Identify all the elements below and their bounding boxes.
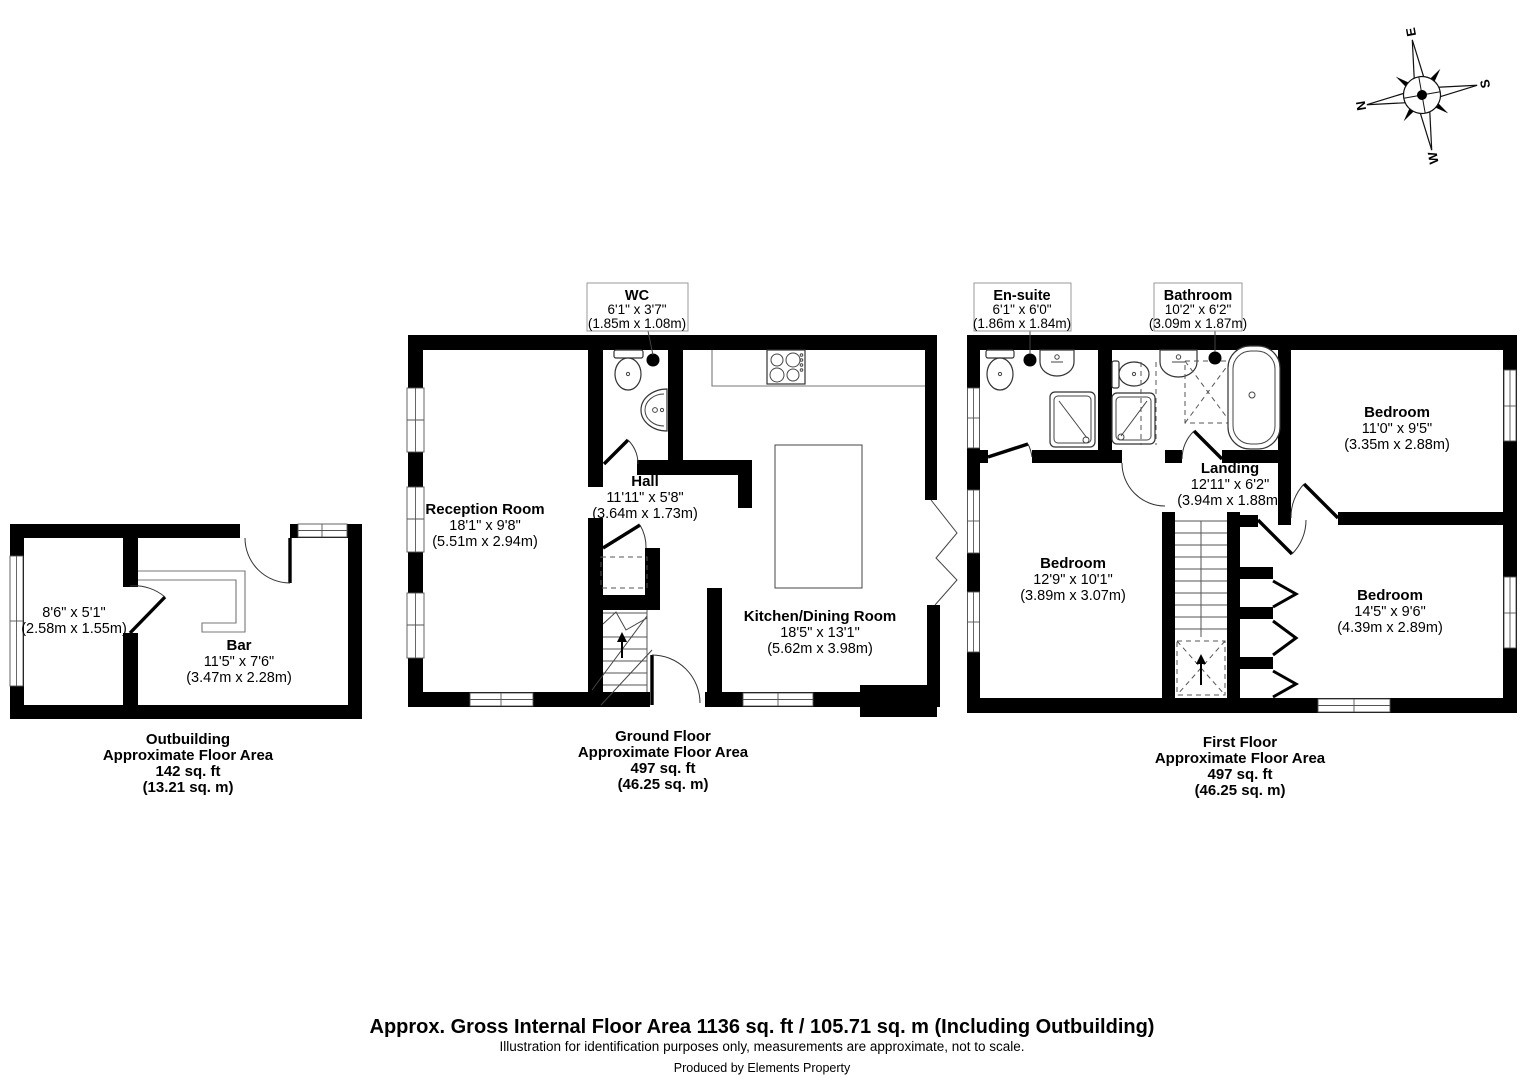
room-dimensions: (5.51m x 2.94m): [432, 534, 538, 550]
svg-text:10'2" x 6'2": 10'2" x 6'2": [1164, 302, 1232, 317]
outbuilding-floor-area-label: [103, 731, 274, 796]
svg-text:6'1" x 6'0": 6'1" x 6'0": [992, 302, 1052, 317]
svg-text:(46.25 sq. m): (46.25 sq. m): [1194, 782, 1286, 799]
svg-text:En-suite: En-suite: [993, 288, 1051, 304]
door-arc: [603, 525, 646, 548]
door-arc: [988, 444, 1032, 457]
room-dimensions: (3.35m x 2.88m): [1344, 437, 1450, 453]
toilet-icon: [614, 350, 643, 390]
toilet-icon: [986, 350, 1014, 390]
svg-text:Ground Floor: Ground Floor: [615, 728, 711, 745]
kitchen-counter: [712, 350, 925, 386]
svg-text:First Floor: First Floor: [1202, 734, 1278, 751]
svg-text:(46.25 sq. m): (46.25 sq. m): [617, 776, 709, 793]
toilet-icon: [1112, 361, 1149, 388]
room-dimensions: 8'6" x 5'1": [42, 605, 106, 621]
room-dimensions: 14'5" x 9'6": [1354, 604, 1426, 620]
svg-text:(1.85m x 1.08m): (1.85m x 1.08m): [587, 316, 687, 331]
svg-text:497 sq. ft: 497 sq. ft: [630, 760, 696, 777]
room-label: Landing: [1200, 460, 1260, 477]
svg-text:(3.09m x 1.87m): (3.09m x 1.87m): [1148, 316, 1248, 331]
front-door-arc: [650, 655, 705, 707]
compass-east-label: E: [1402, 26, 1420, 38]
room-label: Bedroom: [1040, 555, 1106, 572]
producer-text: Produced by Elements Property: [673, 1061, 851, 1075]
window: [470, 693, 533, 706]
first-floor-plan: [967, 283, 1517, 799]
room-dimensions: (3.94m x 1.88m): [1177, 493, 1283, 509]
hob-icon: [767, 350, 805, 384]
window: [968, 592, 980, 652]
svg-text:Approximate Floor Area: Approximate Floor Area: [1154, 750, 1326, 767]
room-label: Hall: [631, 473, 659, 490]
svg-text:6'1" x 3'7": 6'1" x 3'7": [607, 302, 667, 317]
room-dimensions: (2.58m x 1.55m): [21, 621, 127, 637]
compass-south-label: S: [1476, 78, 1494, 90]
disclaimer-text: Illustration for identification purposes only, measurements are approximate, not to scale.: [499, 1039, 1025, 1054]
room-dimensions: 11'5" x 7'6": [203, 654, 275, 670]
gross-area-title: Approx. Gross Internal Floor Area 1136 sq. ft / 105.71 sq. m (Including Outbuilding): [369, 1016, 1155, 1038]
window: [407, 593, 424, 658]
svg-text:Approximate Floor Area: Approximate Floor Area: [577, 744, 749, 761]
room-dimensions: 11'0" x 9'5": [1361, 421, 1433, 437]
wall-break-zigzag: [931, 500, 957, 605]
cupboard-dashed: [601, 557, 647, 588]
outbuilding-plan: [10, 524, 362, 796]
svg-text:142 sq. ft: 142 sq. ft: [155, 763, 221, 780]
door-arc: [130, 586, 165, 633]
ensuite-callout: [973, 283, 1071, 331]
room-dimensions: (3.89m x 3.07m): [1020, 588, 1126, 604]
page-footer: [370, 1016, 1155, 1075]
window: [968, 490, 980, 553]
bathroom-callout: [1149, 283, 1247, 331]
window: [407, 388, 424, 452]
room-dimensions: (3.64m x 1.73m): [592, 506, 698, 522]
sink-icon: [1160, 350, 1197, 377]
door-arc: [604, 440, 638, 464]
window: [968, 388, 980, 448]
wc-callout: [587, 283, 688, 331]
room-label: Bar: [226, 637, 252, 654]
door-arc: [1122, 463, 1165, 506]
room-label: Kitchen/Dining Room: [743, 608, 897, 625]
room-dimensions: (5.62m x 3.98m): [767, 641, 873, 657]
window: [743, 693, 813, 706]
svg-text:Bathroom: Bathroom: [1163, 288, 1233, 304]
compass-west-label: W: [1424, 150, 1442, 166]
window: [1504, 577, 1516, 648]
first-floor-area-label: [1155, 734, 1326, 799]
callout-leader-dot: [1024, 354, 1037, 367]
window: [298, 524, 347, 537]
compass-north-label: N: [1352, 99, 1370, 112]
sink-icon: [641, 389, 667, 431]
svg-text:Approximate Floor Area: Approximate Floor Area: [102, 747, 274, 764]
svg-text:WC: WC: [624, 288, 650, 304]
window: [1318, 699, 1390, 712]
room-label: Bedroom: [1357, 587, 1423, 604]
door-arc: [1182, 431, 1222, 459]
callout-leader-dot: [647, 354, 660, 367]
room-label: Reception Room: [425, 501, 545, 518]
door-arc: [1258, 520, 1306, 554]
sink-icon: [1040, 350, 1074, 376]
room-label: Bedroom: [1364, 404, 1430, 421]
ground-floor-plan: [407, 283, 957, 793]
room-dimensions: 12'11" x 6'2": [1190, 477, 1270, 493]
room-dimensions: 11'11" x 5'8": [606, 490, 684, 506]
stairs-icon: [1175, 521, 1227, 695]
room-dimensions: 18'5" x 13'1": [780, 625, 860, 641]
window: [1504, 370, 1516, 441]
ground-floor-area-label: [578, 728, 749, 793]
svg-text:497 sq. ft: 497 sq. ft: [1207, 766, 1273, 783]
bathtub-icon: [1228, 346, 1280, 449]
svg-text:(13.21 sq. m): (13.21 sq. m): [142, 779, 234, 796]
wardrobe-bifold-doors: [1273, 581, 1296, 697]
room-dimensions: 18'1" x 9'8": [449, 518, 521, 534]
room-dimensions: 12'9" x 10'1": [1033, 572, 1113, 588]
door-arc: [245, 538, 290, 583]
svg-text:Outbuilding: Outbuilding: [145, 731, 231, 748]
door-arc: [1291, 484, 1338, 518]
svg-text:(1.86m x 1.84m): (1.86m x 1.84m): [972, 316, 1072, 331]
room-dimensions: (3.47m x 2.28m): [186, 670, 292, 686]
kitchen-island: [775, 445, 862, 588]
window: [407, 487, 424, 552]
shower-icon: [1050, 392, 1095, 447]
room-dimensions: (4.39m x 2.89m): [1337, 620, 1443, 636]
shower-icon: [1112, 393, 1155, 444]
callout-leader-dot: [1209, 352, 1222, 365]
bar-counter: [138, 571, 245, 632]
compass-rose-icon: [1342, 15, 1505, 176]
